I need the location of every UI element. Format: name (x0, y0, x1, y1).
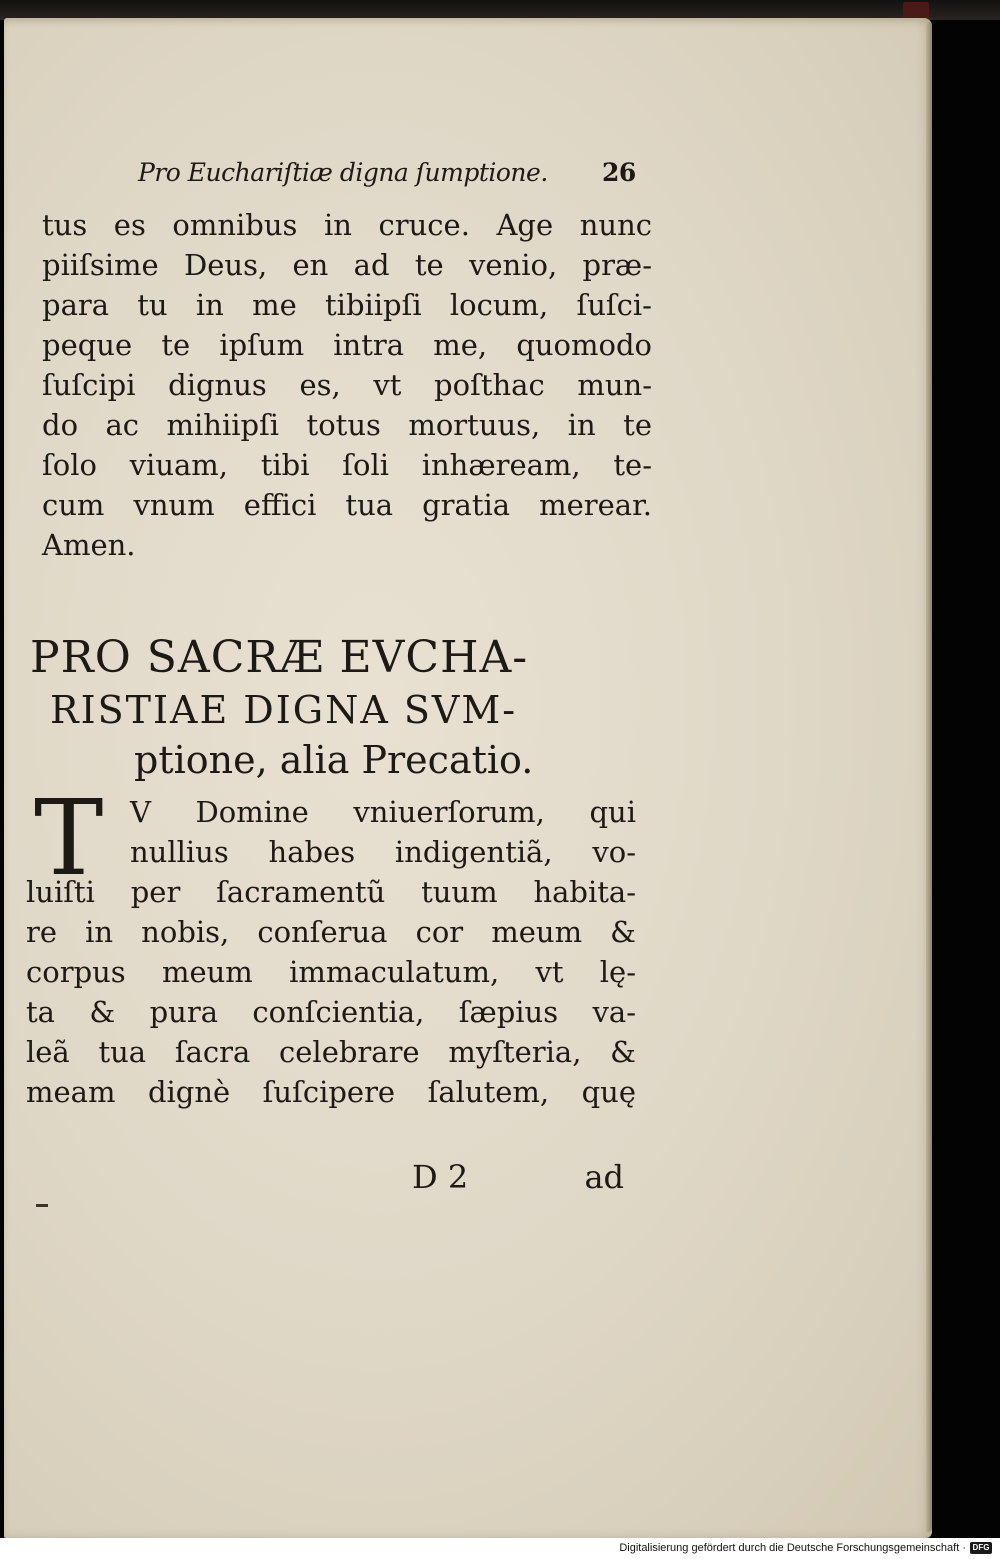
text-line: tus es omnibus in cruce. Age nunc (42, 208, 652, 242)
signature-mark: D 2 (412, 1158, 469, 1196)
text-line: cum vnum effici tua gratia merear. (42, 488, 652, 522)
catchword: ad (584, 1158, 624, 1196)
text-line: re in nobis, conſerua cor meum & (26, 915, 636, 949)
heading-line-2: RISTIAE DIGNA SVM- (50, 688, 518, 732)
catch-line (412, 1158, 624, 1202)
text-line: piiſsime Deus, en ad te venio, præ- (42, 248, 652, 282)
body-text (42, 205, 652, 565)
running-head (138, 158, 658, 194)
text-line: V Domine vniuerſorum, qui (130, 795, 636, 829)
drop-cap: T (34, 777, 104, 899)
dfg-logo-icon: DFG (970, 1542, 992, 1554)
heading-line-3: ptione, alia Precatio. (134, 738, 534, 782)
text-line: nullius habes indigentiã, vo- (130, 835, 636, 869)
printer-mark (36, 1204, 48, 1207)
text-line: ſuſcipi dignus es, vt poſthac mun- (42, 368, 652, 402)
text-line: luiſti per ſacramentũ tuum habita- (26, 875, 636, 909)
funding-credit: Digitalisierung gefördert durch die Deutsche Forschungsgemeinschaft · (619, 1542, 966, 1554)
page-edge (926, 22, 932, 1532)
section-heading (30, 632, 650, 786)
text-line: ſolo viuam, tibi ſoli inhæream, te- (42, 448, 652, 482)
text-line: corpus meum immaculatum, vt lę- (26, 955, 636, 989)
text-line: peque te ipſum intra me, quomodo (42, 328, 652, 362)
text-line: para tu in me tibiipſi locum, ſuſci- (42, 288, 652, 322)
text-line: Amen. (42, 528, 136, 562)
page-number: 26 (602, 158, 636, 187)
top-binding-strip (0, 0, 1000, 20)
text-line: meam dignè ſuſcipere ſalutem, quę (26, 1075, 636, 1109)
prayer-text (26, 777, 636, 1112)
heading-line-1: PRO SACRÆ EVCHA- (30, 632, 529, 683)
text-line: do ac mihiipſi totus mortuus, in te (42, 408, 652, 442)
running-head-title: Pro Euchariſtiæ digna ſumptione. (138, 158, 548, 187)
text-line: ta & pura conſcientia, ſæpius va- (26, 995, 636, 1029)
text-line: leã tua ſacra celebrare myſteria, & (26, 1035, 636, 1069)
